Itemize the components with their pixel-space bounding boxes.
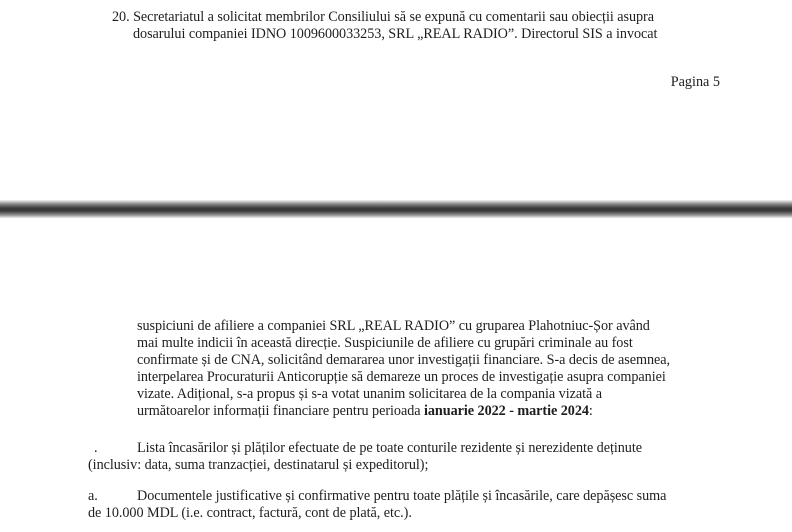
page-number: Pagina 5 bbox=[670, 74, 720, 90]
item-20-line-1: 20. Secretariatul a solicitat membrilor Consiliului să se expună cu comentarii sau obiecții asupra bbox=[112, 9, 654, 25]
paragraph-last-prefix: următoarelor informații financiare pentru perioada bbox=[137, 403, 424, 419]
item-20-line-2: dosarului companiei IDNO 1009600033253, SRL „REAL RADIO”. Directorul SIS a invocat bbox=[133, 26, 658, 42]
page-separator bbox=[0, 200, 792, 218]
paragraph-line: vizate. Adițional, s-a propus și s-a votat unanim solicitarea de la compania vizată a bbox=[137, 386, 602, 402]
document-page-top bbox=[0, 0, 792, 200]
list-marker: . bbox=[94, 440, 98, 456]
paragraph-last-suffix: : bbox=[588, 403, 593, 419]
paragraph-line: interpelarea Procuraturii Anticorupție să demareze un proces de investigație asupra companiei bbox=[137, 369, 666, 385]
paragraph-last-line bbox=[137, 403, 593, 420]
list-marker: a. bbox=[88, 488, 98, 504]
paragraph-line: confirmate și de CNA, solicitând demararea unor investigații financiare. S-a decis de asemnea, bbox=[137, 352, 671, 368]
list-item-line-2: (inclusiv: data, suma tranzacției, destinatarul și expeditorul); bbox=[88, 457, 429, 473]
paragraph-line: suspiciuni de afiliere a companiei SRL „REAL RADIO” cu gruparea Plahotniuc-Șor având bbox=[137, 318, 650, 334]
paragraph-line: mai multe indicii în această direcție. Suspiciunile de afiliere cu grupări criminale au fost bbox=[137, 335, 633, 351]
list-item-line-1: Documentele justificative și confirmative pentru toate plățile și încasările, care depășesc suma bbox=[137, 488, 667, 504]
list-item-line-1: Lista încasărilor și plăților efectuate de pe toate conturile rezidente și nerezidente deținute bbox=[137, 440, 642, 456]
period-highlight: ianuarie 2022 - martie 2024 bbox=[423, 403, 589, 419]
list-item-line-2: de 10.000 MDL (i.e. contract, factură, cont de plată, etc.). bbox=[88, 505, 412, 521]
